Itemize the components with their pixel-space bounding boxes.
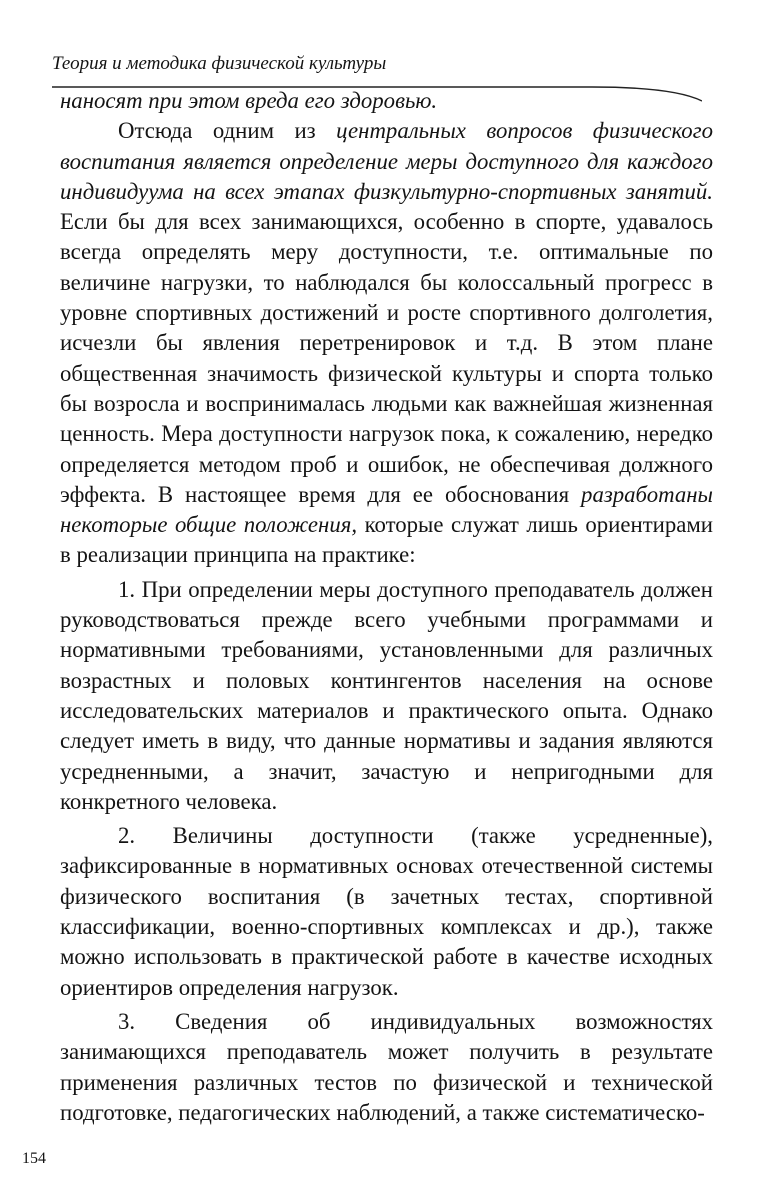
page-body: [60, 86, 713, 1128]
list-item-3: 3. Сведения об индивидуальных возможностях занимающихся преподаватель может получить в результате применения различных тестов по физической и технической подготовке, педагогических наблюдений, а также систематическо-: [60, 1008, 713, 1125]
paragraph-main: [60, 116, 713, 570]
paragraph-main-start: Отсюда одним из: [118, 118, 337, 144]
emphasis-general-provisions: разработаны некоторые общие положения,: [60, 481, 713, 538]
page-number: 154: [22, 1150, 46, 1167]
list-item-1: 1. При определении меры доступного преподаватель должен руководствоваться прежде всего учебными программами и нормативными требованиями, установленными для различных возрастных и половых контингентов населения на основе исследовательских материалов и практического опыта. Однако следует иметь в виду, что данные нормативы и задания являются усредненными, а значит, зачастую и непригодными для конкретного человека.: [60, 576, 713, 814]
running-head-title: Теория и методика физической культуры: [52, 53, 387, 74]
paragraph-main-end: которые служат лишь ориентирами в реализации принципа на практике:: [60, 512, 713, 568]
emphasis-central-question: центральных вопросов физического воспитания является определение меры доступного для каждого индивидуума на всех этапах физкультурно-спортивных занятий.: [60, 118, 713, 204]
paragraph-main-middle: Если бы для всех занимающихся, особенно в спорте, удавалось всегда определять меру доступности, т.е. оптимальные по величине нагрузки, то наблюдался бы колоссальный прогресс в уровне спортивных достижений и росте спортивного долголетия, исчезли бы явления перетренировок и т.д. В этом плане общественная значимость физической культуры и спорта только бы возросла и воспринималась людьми как важнейшая жизненная ценность. Мера доступности нагрузок пока, к сожалению, нередко определяется методом проб и ошибок, не обеспечивая должного эффекта. В настоящее время для ее обоснования: [60, 209, 713, 507]
list-item-2: 2. Величины доступности (также усредненные), зафиксированные в нормативных основах отечественной системы физического воспитания (в зачетных тестах, спортивной классификации, военно-спортивных комплексах и др.), также можно использовать в практической работе в качестве исходных ориентиров определения нагрузок.: [60, 823, 713, 1000]
paragraph-continuation: наносят при этом вреда его здоровью.: [60, 88, 438, 113]
